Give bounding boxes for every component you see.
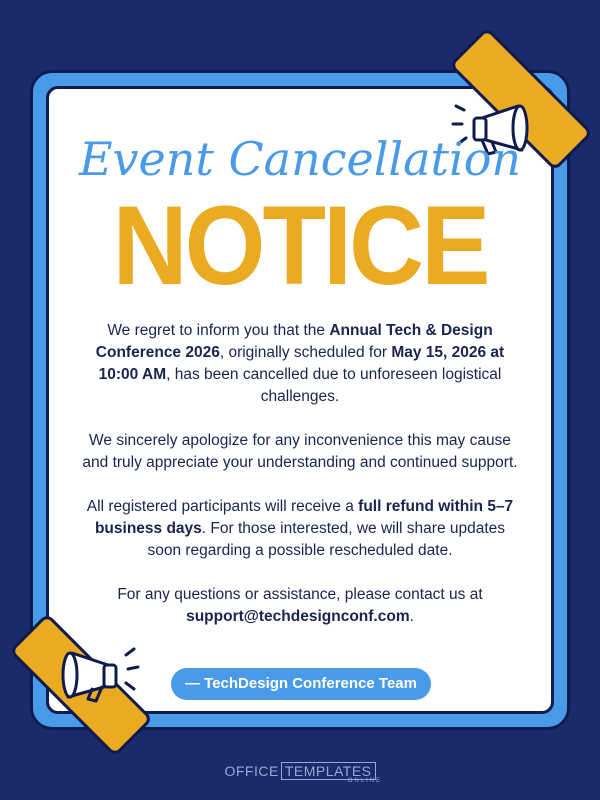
- paragraph-3-run-0: All registered participants will receive a: [86, 498, 359, 515]
- title-script: Event Cancellation: [78, 132, 522, 186]
- paragraph-1-run-3: May 15, 2026 at 10:00 AM: [98, 344, 505, 383]
- contact-period: .: [409, 608, 414, 625]
- paragraph-1-run-4: , has been cancelled due to unforeseen logistical challenges.: [166, 366, 502, 405]
- title-main: NOTICE: [112, 183, 488, 309]
- paragraph-4: [80, 584, 520, 628]
- paragraph-1-run-1: Annual Tech & Design Conference 2026: [95, 322, 493, 361]
- brand-sub: ONLINE: [347, 778, 383, 784]
- contact-email[interactable]: support@techdesignconf.com: [186, 608, 410, 625]
- notice-body: [80, 320, 520, 650]
- paragraph-2: We sincerely apologize for any inconvenience this may cause and truly appreciate your understanding and continued support.: [82, 432, 518, 471]
- paragraph-3-run-2: . For those interested, we will share updates soon regarding a possible rescheduled date.: [147, 520, 506, 559]
- paragraph-1-run-2: , originally scheduled for: [219, 344, 392, 361]
- contact-text: For any questions or assistance, please contact us at: [117, 586, 483, 603]
- brand-logo: [0, 762, 600, 784]
- signature-badge: — TechDesign Conference Team: [171, 668, 431, 700]
- paragraph-1: [80, 320, 520, 408]
- brand-left: OFFICE: [224, 763, 279, 779]
- paragraph-3: [80, 496, 520, 562]
- paragraph-1-run-0: We regret to inform you that the: [107, 322, 330, 339]
- brand-right: TEMPLATES: [281, 762, 376, 780]
- paragraph-3-run-1: full refund within 5–7 business days: [94, 498, 514, 537]
